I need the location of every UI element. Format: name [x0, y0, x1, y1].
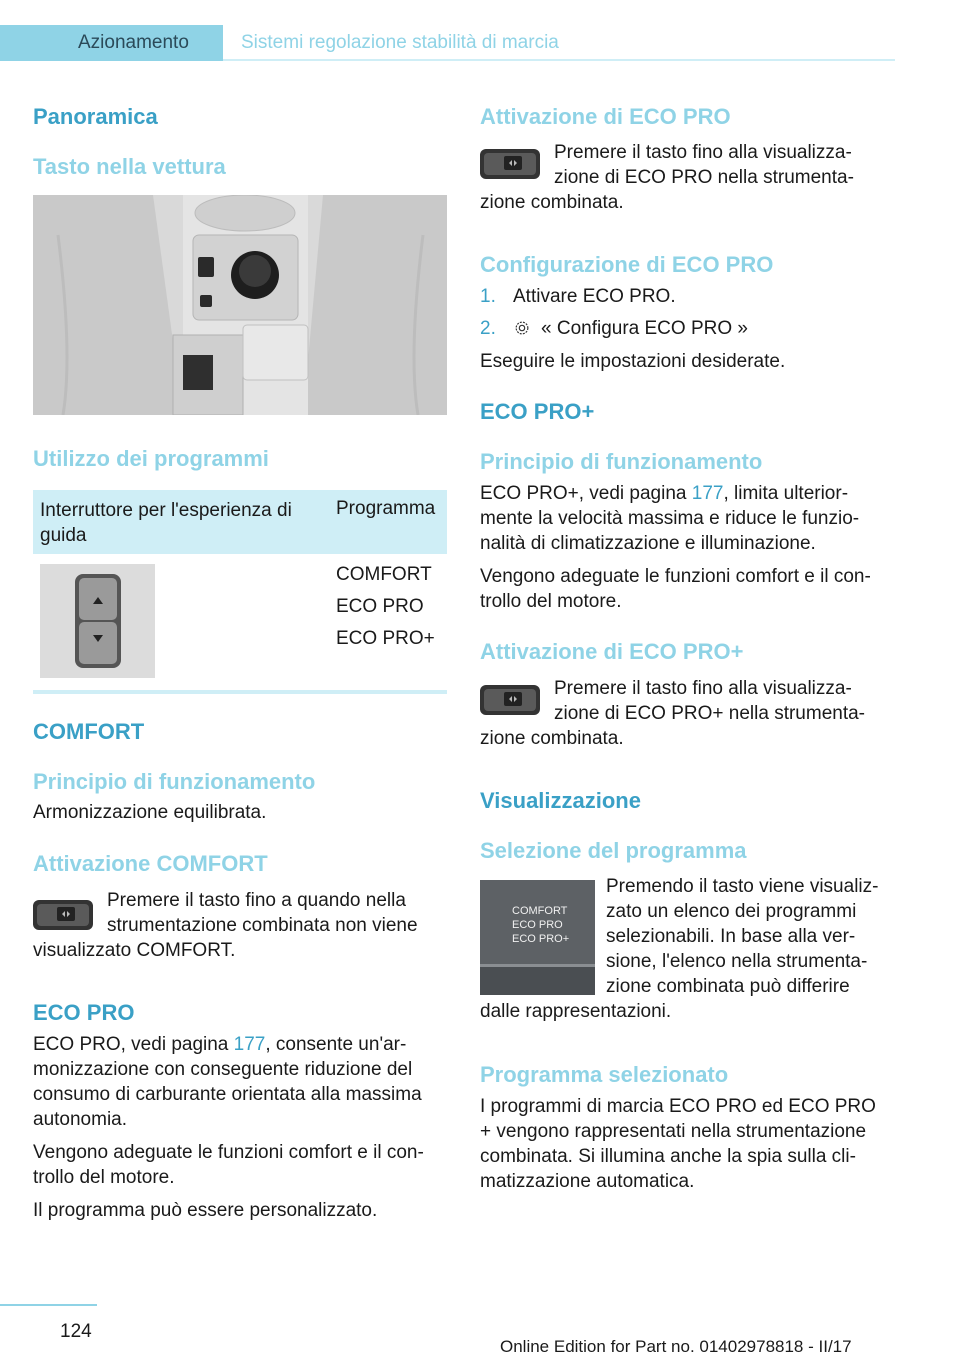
text-pp-3: nalità di climatizzazione e illuminazione.: [480, 533, 816, 554]
heading-comfort: COMFORT: [33, 719, 145, 744]
text-attiv-plus-3: zione combinata.: [480, 728, 624, 749]
text-attiv-comfort-1: Premere il tasto fino a quando nella: [107, 890, 406, 911]
cluster-display-image: [480, 880, 595, 995]
heading-tasto: Tasto nella vettura: [33, 154, 226, 179]
text-ecopro-7: Il programma può essere personalizzato.: [33, 1200, 378, 1221]
text-sel-6: dalle rappresentazioni.: [480, 1001, 672, 1022]
heading-ecopro: ECO PRO: [33, 1000, 135, 1025]
page-number: 124: [60, 1321, 92, 1342]
gear-icon: [513, 319, 531, 337]
display-item-comfort: COMFORT: [512, 905, 568, 917]
heading-attiv-ecopro: Attivazione di ECO PRO: [480, 104, 731, 129]
page-link-177[interactable]: 177: [233, 1034, 266, 1055]
step-2-number: 2.: [480, 318, 496, 339]
text-attiv-ecopro-3: zione combinata.: [480, 192, 624, 213]
heading-selezione: Selezione del programma: [480, 838, 747, 863]
step-2-row: [513, 316, 748, 342]
text-ecopro-1: [33, 1032, 406, 1058]
page-header: [0, 25, 895, 61]
heading-prog-sel: Programma selezionato: [480, 1062, 729, 1087]
text-principio-1: Armonizzazione equilibrata.: [33, 802, 267, 823]
footer-edition: Online Edition for Part no. 01402978818 - II/17: [500, 1337, 852, 1356]
text-ps-1: I programmi di marcia ECO PRO ed ECO PRO: [480, 1096, 876, 1117]
table-col-switch: Interruttore per l'esperienza di guida: [40, 500, 292, 546]
key-button-icon: [480, 682, 540, 718]
heading-principio-1: Principio di funzionamento: [33, 769, 316, 794]
program-ecopro: ECO PRO: [336, 596, 424, 617]
text-ps-3: combinata. Si illumina anche la spia sulla cli-: [480, 1146, 856, 1167]
heading-panoramica: Panoramica: [33, 104, 158, 129]
chapter-title: Sistemi regolazione stabilità di marcia: [241, 32, 559, 53]
text-sel-4: sione, l'elenco nella strumenta-: [606, 951, 868, 972]
heading-config: Configurazione di ECO PRO: [480, 252, 774, 277]
text-ecopro-5: Vengono adeguate le funzioni comfort e il con-: [33, 1142, 424, 1163]
text-sel-5: zione combinata può differire: [606, 976, 850, 997]
section-title: Azionamento: [78, 32, 189, 53]
console-image: [33, 195, 447, 415]
text-ecopro-1a: ECO PRO, vedi pagina: [33, 1034, 234, 1055]
text-attiv-plus-1: Premere il tasto fino alla visualizza-: [554, 678, 852, 699]
program-comfort: COMFORT: [336, 564, 432, 585]
text-sel-1: Premendo il tasto viene visualiz-: [606, 876, 879, 897]
display-item-ecoproplus: ECO PRO+: [512, 933, 570, 945]
step-1-text: Attivare ECO PRO.: [513, 286, 676, 307]
text-ecopro-4: autonomia.: [33, 1109, 128, 1130]
text-ecopro-6: trollo del motore.: [33, 1167, 175, 1188]
heading-attiv-comfort: Attivazione COMFORT: [33, 851, 268, 876]
heading-visualizzazione: Visualizzazione: [480, 788, 641, 813]
heading-utilizzo: Utilizzo dei programmi: [33, 446, 269, 471]
text-sel-2: zato un elenco dei programmi: [606, 901, 857, 922]
text-pp-4: Vengono adeguate le funzioni comfort e il con-: [480, 566, 871, 587]
drive-switch-image: [40, 564, 155, 678]
text-ecopro-2: monizzazione con conseguente riduzione del: [33, 1059, 413, 1080]
text-attiv-ecopro-2: zione di ECO PRO nella strumenta-: [554, 167, 854, 188]
text-pp-1b: , limita ulterior-: [723, 483, 849, 504]
display-item-ecopro: ECO PRO: [512, 919, 563, 931]
heading-ecoproplus: ECO PRO+: [480, 399, 595, 424]
program-ecoproplus: ECO PRO+: [336, 628, 435, 649]
text-pp-1: [480, 481, 848, 507]
text-ps-2: + vengono rappresentati nella strumentazione: [480, 1121, 867, 1142]
table-col-program: Programma: [336, 498, 436, 519]
text-pp-1a: ECO PRO+, vedi pagina: [480, 483, 692, 504]
text-pp-5: trollo del motore.: [480, 591, 622, 612]
text-attiv-comfort-2: strumentazione combinata non viene: [107, 915, 418, 936]
key-button-icon: [480, 146, 540, 182]
key-button-icon: [33, 897, 93, 933]
table-header: [33, 490, 447, 554]
footer-divider: [0, 1304, 97, 1306]
text-attiv-comfort-3: visualizzato COMFORT.: [33, 940, 236, 961]
console-photo: [33, 195, 447, 415]
step-2-text: « Configura ECO PRO »: [541, 318, 748, 339]
text-sel-3: selezionabili. In base alla ver-: [606, 926, 856, 947]
text-ecopro-3: consumo di carburante orientata alla massima: [33, 1084, 422, 1105]
table-bottom-line: [33, 690, 447, 694]
text-pp-2: mente la velocità massima e riduce le funzio-: [480, 508, 860, 529]
display-panel: [480, 880, 595, 995]
text-attiv-ecopro-1: Premere il tasto fino alla visualizza-: [554, 142, 852, 163]
text-ecopro-1b: , consente un'ar-: [265, 1034, 407, 1055]
text-attiv-plus-2: zione di ECO PRO+ nella strumenta-: [554, 703, 865, 724]
section-tab: [0, 25, 223, 61]
step-1-number: 1.: [480, 286, 496, 307]
header-divider: [223, 59, 895, 61]
text-ps-4: matizzazione automatica.: [480, 1171, 695, 1192]
text-config: Eseguire le impostazioni desiderate.: [480, 351, 786, 372]
page-link-177-b[interactable]: 177: [691, 483, 724, 504]
heading-attiv-plus: Attivazione di ECO PRO+: [480, 639, 744, 664]
heading-principio-2: Principio di funzionamento: [480, 449, 763, 474]
